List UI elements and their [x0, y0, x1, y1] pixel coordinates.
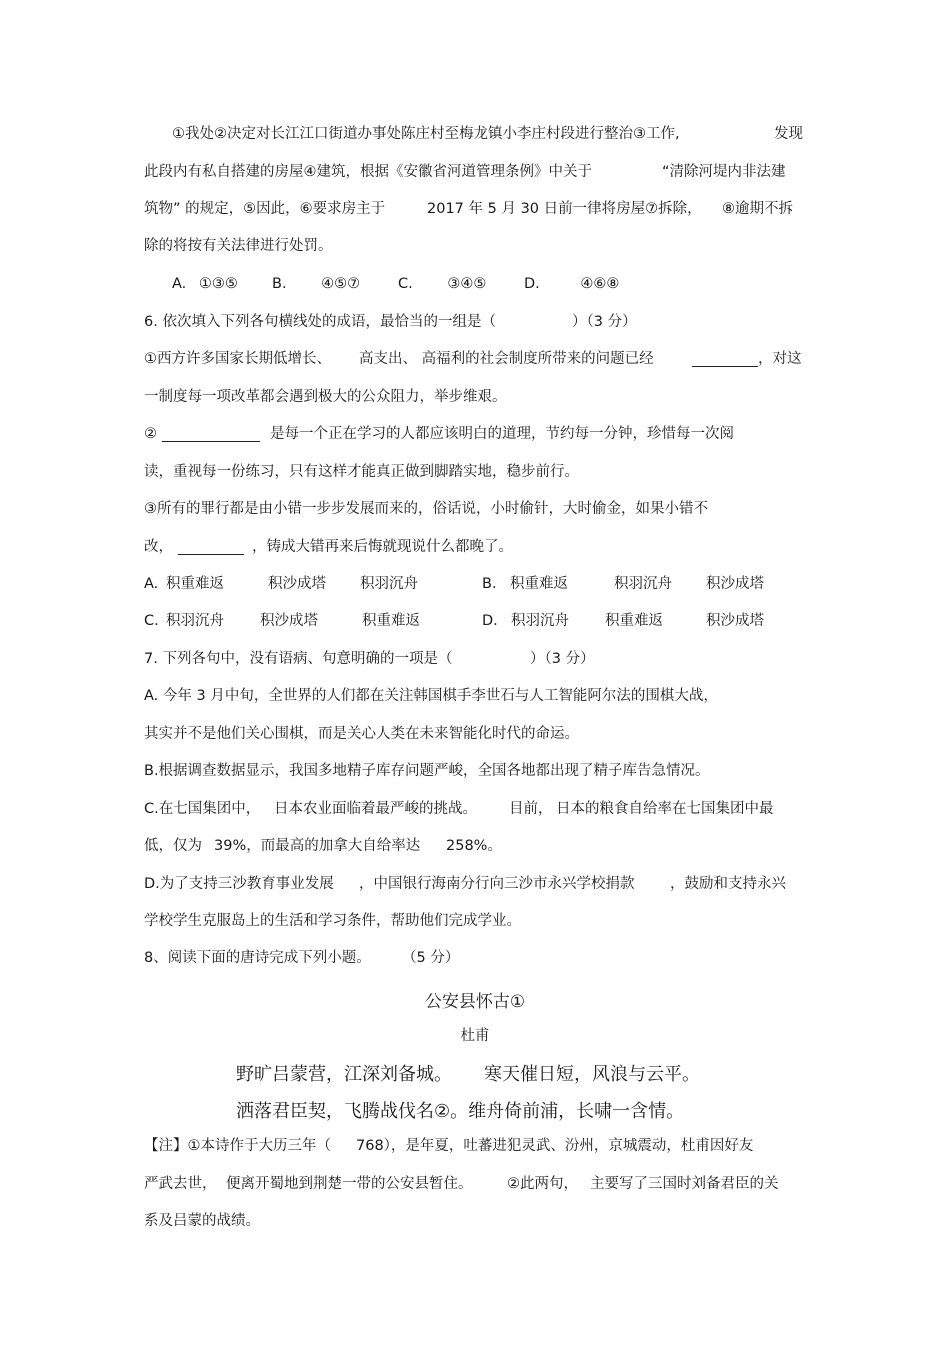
note-text: ②此两句， [507, 1176, 578, 1192]
option-text: ④⑤⑦ [321, 276, 361, 292]
option-letter: A. [144, 576, 159, 592]
sentence-text: 高支出、 高福利的社会制度所带来的问题已经 [359, 351, 654, 367]
question-score: ）（3 分） [530, 651, 595, 667]
option-word: 积重难返 [166, 576, 224, 592]
option-letter: C. [144, 613, 159, 629]
sentence-text: 是每一个正在学习的人都应该明白的道理，节约每一分钟，珍惜每一次阅 [270, 426, 734, 442]
option-text: 低，仅为 [144, 838, 202, 854]
q8-stem [144, 948, 809, 968]
poem-line-2 [236, 1097, 684, 1123]
poem-note-line-2 [144, 1174, 809, 1194]
option-text: 日本的粮食自给率在七国集团中最 [556, 801, 774, 817]
q5-para-text: 除的将按有关法律进行处罚。 [144, 238, 333, 254]
sentence-text: ，铸成大错再来后悔就现说什么都晚了。 [252, 539, 513, 555]
q5-para-text: 发现 [774, 126, 803, 142]
answer-blank [162, 427, 260, 442]
option-letter: D. [524, 276, 540, 292]
option-letter: B. [272, 276, 287, 292]
option-letter: D． [482, 613, 508, 629]
option-word: 积羽沉舟 [614, 576, 672, 592]
option-word: 积羽沉舟 [166, 613, 224, 629]
q7-stem [144, 649, 809, 669]
option-text: 学校学生克服岛上的生活和学习条件，帮助他们完成学业。 [144, 913, 521, 929]
answer-blank [692, 352, 758, 367]
option-word: 积沙成塔 [706, 576, 764, 592]
question-score: ）（3 分） [572, 314, 637, 330]
q5-option-b [272, 274, 360, 294]
sentence-text: ② [144, 426, 157, 442]
q6-stem [144, 312, 809, 332]
q7-option-c-cont [144, 836, 809, 856]
option-text: ，鼓励和支持永兴 [670, 876, 786, 892]
option-text: C.在七国集团中， [144, 801, 261, 817]
q6-sentence-3 [144, 499, 809, 519]
option-text: A. 今年 3 月中旬，全世界的人们都在关注韩国棋手李世石与人工智能阿尔法的围棋大战， [144, 688, 718, 704]
sentence-text: ，对这 [758, 351, 802, 367]
q6-sentence-2-cont [144, 462, 809, 482]
question-stem: 8、阅读下面的唐诗完成下列小题。 [144, 950, 371, 966]
option-letter: B． [482, 576, 507, 592]
q6-sentence-1-cont [144, 387, 809, 407]
option-word: 积沙成塔 [260, 613, 318, 629]
q6-sentence-2 [144, 424, 809, 444]
q5-para-line-3 [144, 199, 809, 219]
option-word: 积重难返 [510, 576, 568, 592]
option-word: 积羽沉舟 [360, 576, 418, 592]
option-word: 积重难返 [362, 613, 420, 629]
q5-para-text: 2017 年 5 月 30 日前一律将房屋⑦拆除， [427, 201, 702, 217]
option-letter: C. [398, 276, 413, 292]
option-text: ③④⑤ [447, 276, 487, 292]
q7-option-b [144, 761, 809, 781]
note-text: 768），是年夏，吐蕃进犯灵武、汾州，京城震动，杜甫因好友 [356, 1138, 754, 1154]
note-text: 主要写了三国时刘备君臣的关 [590, 1176, 779, 1192]
note-text: 【注】①本诗作于大历三年（ [144, 1138, 331, 1154]
q6-option-a [144, 574, 418, 594]
q5-para-text: ⑧逾期不拆 [722, 201, 793, 217]
poem-verse: 野旷吕蒙营，江深刘备城。 [236, 1064, 452, 1085]
q5-para-text: “清除河堤内非法建 [662, 164, 786, 180]
option-letter: A. [172, 276, 187, 292]
option-text: ④⑥⑧ [580, 276, 620, 292]
q5-option-a [172, 274, 238, 294]
q7-option-c [144, 799, 809, 819]
poem-author: 杜甫 [460, 1028, 490, 1044]
q5-option-d [524, 274, 619, 294]
question-stem: 7. 下列各句中，没有语病、句意明确的一项是（ [144, 651, 453, 667]
option-text: 其实并不是他们关心围棋，而是关心人类在未来智能化时代的命运。 [144, 726, 579, 742]
option-text: 258%。 [446, 838, 502, 854]
q6-sentence-1 [144, 349, 809, 369]
sentence-text: ①西方许多国家长期低增长、 [144, 351, 331, 367]
question-stem: 6. 依次填入下列各句横线处的成语，最恰当的一组是（ [144, 314, 496, 330]
poem-note-line-1 [144, 1136, 809, 1156]
option-text: 日本农业面临着最严峻的挑战。 [274, 801, 477, 817]
q7-option-d-cont [144, 911, 809, 931]
q5-para-text: 筑物” 的规定，⑤因此，⑥要求房主于 [144, 201, 386, 217]
q6-sentence-3-cont [144, 537, 809, 557]
q5-option-c [398, 274, 486, 294]
option-text: D.为了支持三沙教育事业发展 [144, 876, 334, 892]
option-text: B.根据调查数据显示，我国多地精子库存问题严峻，全国各地都出现了精子库告急情况。 [144, 763, 710, 779]
poem-title: 公安县怀古① [424, 992, 526, 1012]
q5-para-text: ①我处②决定对长江江口街道办事处陈庄村至梅龙镇小李庄村段进行整治③工作, [172, 126, 680, 142]
note-text: 便离开蜀地到荆楚一带的公安县暂住。 [226, 1176, 473, 1192]
sentence-text: 一制度每一项改革都会遇到极大的公众阻力，举步维艰。 [144, 389, 507, 405]
poem-note-line-3 [144, 1211, 809, 1231]
question-score: （5 分） [402, 950, 460, 966]
answer-blank [178, 540, 244, 555]
option-word: 积羽沉舟 [511, 613, 569, 629]
sentence-text: 读，重视每一份练习，只有这样才能真正做到脚踏实地，稳步前行。 [144, 464, 579, 480]
sentence-text: 改， [144, 539, 173, 555]
q6-option-c [144, 611, 420, 631]
q5-para-text: 此段内有私自搭建的房屋④建筑，根据《安徽省河道管理条例》中关于 [144, 164, 592, 180]
q7-option-a [144, 686, 809, 706]
q5-para-line-1 [172, 124, 837, 144]
poem-verse: 寒天催日短，风浪与云平。 [484, 1064, 700, 1085]
q7-option-d [144, 874, 809, 894]
option-word: 积重难返 [605, 613, 663, 629]
note-text: 严武去世， [144, 1176, 217, 1192]
sentence-text: ③所有的罪行都是由小错一步步发展而来的，俗话说，小时偷针，大时偷金，如果小错不 [144, 501, 708, 517]
q7-option-a-cont [144, 724, 809, 744]
q5-para-line-2 [144, 162, 809, 182]
option-text: 目前， [509, 801, 553, 817]
option-word: 积沙成塔 [706, 613, 764, 629]
note-text: 系及吕蒙的战绩。 [144, 1213, 260, 1229]
option-text: 39%，而最高的加拿大自给率达 [214, 838, 421, 854]
option-text: ，中国银行海南分行向三沙市永兴学校捐款 [359, 876, 635, 892]
poem-line-1 [236, 1060, 700, 1086]
poem-verse: 洒落君臣契，飞腾战伐名②。维舟倚前浦，长啸一含情。 [236, 1101, 685, 1122]
q6-option-d [482, 611, 764, 631]
q6-option-b [482, 574, 764, 594]
q5-para-line-4 [144, 236, 809, 256]
option-word: 积沙成塔 [268, 576, 326, 592]
option-text: ①③⑤ [198, 276, 238, 292]
